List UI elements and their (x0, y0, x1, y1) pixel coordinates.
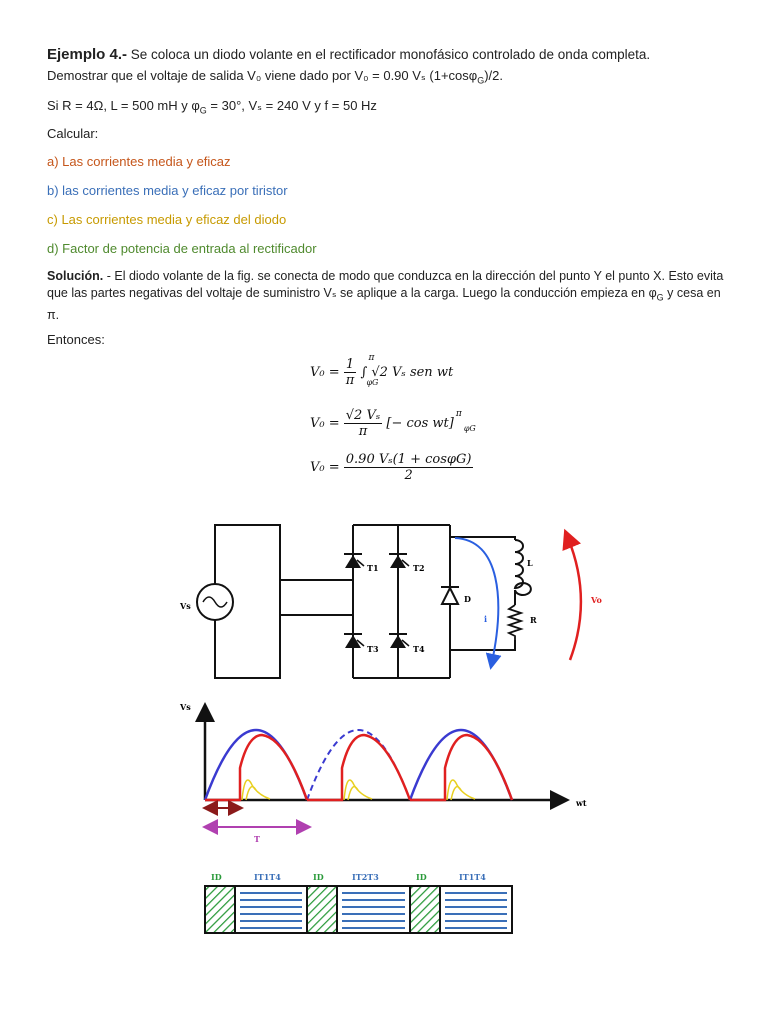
question-d: d) Factor de potencia de entrada al rectificador (47, 241, 317, 256)
label-id-3: ID (416, 872, 427, 882)
segment-id-3 (410, 886, 440, 933)
solution-text-end: y cesa en π. (47, 286, 721, 322)
problem-statement-2-end: )/2. (484, 68, 504, 83)
freewheeling-diode-icon (441, 587, 459, 604)
eq3-denominator: 2 (404, 468, 413, 483)
label-t3: T3 (367, 644, 379, 654)
eq2-denominator: π (358, 424, 368, 439)
eq2-lhs: V₀ = (310, 416, 340, 431)
label-vo: Vo (591, 595, 602, 605)
solution-text: - El diodo volante de la fig. se conecta de modo que conduzca en la dirección del punto Y el punto X. Esto evita que las partes negativas del voltaje de suministro Vₛ se aplique a la carga. Luego la conducción empieza en φ (47, 269, 724, 300)
eq2-numerator: √2 Vₛ (345, 408, 381, 423)
label-id-1: ID (211, 872, 222, 882)
eq1-lower-limit: φG (366, 378, 379, 387)
eq1-numerator: 1 (344, 357, 357, 373)
label-vs: Vs (180, 601, 191, 611)
problem-statement-1: Se coloca un diodo volante en el rectificador monofásico controlado de onda completa. (127, 47, 651, 62)
current-arrow (455, 538, 498, 662)
example-label: Ejemplo 4.- (47, 46, 128, 63)
given-values-end: = 30°, Vₛ = 240 V y f = 50 Hz (206, 98, 377, 113)
label-it2t3: IT2T3 (352, 872, 379, 882)
vo-arrow (568, 538, 581, 660)
eq1-denominator: π (345, 373, 355, 388)
waveform-vs-label: Vs (180, 702, 191, 712)
eq1-body: ∫ √2 Vₛ sen wt (360, 365, 454, 380)
label-r: R (530, 615, 537, 625)
label-t2: T2 (413, 563, 425, 573)
eq1-upper-limit: π (368, 353, 375, 363)
segment-id-1 (205, 886, 235, 933)
thyristors (344, 554, 459, 648)
problem-statement-2: Demostrar que el voltaje de salida V₀ viene dado por V₀ = 0.90 Vₛ (1+cosφ (47, 68, 478, 83)
label-id-2: ID (313, 872, 324, 882)
label-t4: T4 (413, 644, 425, 654)
label-l: L (527, 558, 533, 568)
eq2-body: [− cos wt] (386, 416, 454, 431)
label-it1t4-2: IT1T4 (459, 872, 486, 882)
label-i: i (484, 614, 488, 624)
given-subscript: G (199, 105, 207, 116)
question-a: a) Las corrientes media y eficaz (47, 154, 231, 169)
calcular-label: Calcular: (47, 126, 99, 141)
eq2-upper-limit: π (455, 409, 462, 419)
given-values: Si R = 4Ω, L = 500 mH y φ (47, 98, 200, 113)
solution-subscript: G (656, 292, 664, 303)
label-it1t4-1: IT1T4 (254, 872, 281, 882)
bridge-top-bottom-wire (353, 525, 450, 678)
phi-subscript: G (477, 75, 485, 86)
segment-thyristor-stripes (240, 893, 507, 928)
eq2-lower-limit: φG (463, 424, 476, 433)
conduction-diagram (205, 872, 512, 933)
solution-label: Solución. (47, 269, 104, 283)
current-decay-curves (242, 780, 475, 800)
eq1-lhs: V₀ = (310, 365, 340, 380)
entonces-label: Entonces: (47, 332, 105, 347)
segment-id-2 (307, 886, 337, 933)
question-c: c) Las corrientes media y eficaz del diodo (47, 212, 287, 227)
source-to-bridge-wire (280, 580, 353, 615)
eq3-numerator: 0.90 Vₛ(1 + cosφG) (345, 452, 472, 467)
waveform-period-label: T (254, 834, 260, 844)
waveform-plot (179, 702, 587, 844)
label-t1: T1 (367, 563, 379, 573)
label-d: D (464, 594, 471, 604)
question-b: b) las corrientes media y eficaz por tiristor (47, 183, 288, 198)
load-wire (450, 537, 515, 650)
waveform-wt-label: wt (576, 798, 587, 808)
resistor-icon (509, 605, 521, 640)
eq3-lhs: V₀ = (310, 460, 340, 475)
